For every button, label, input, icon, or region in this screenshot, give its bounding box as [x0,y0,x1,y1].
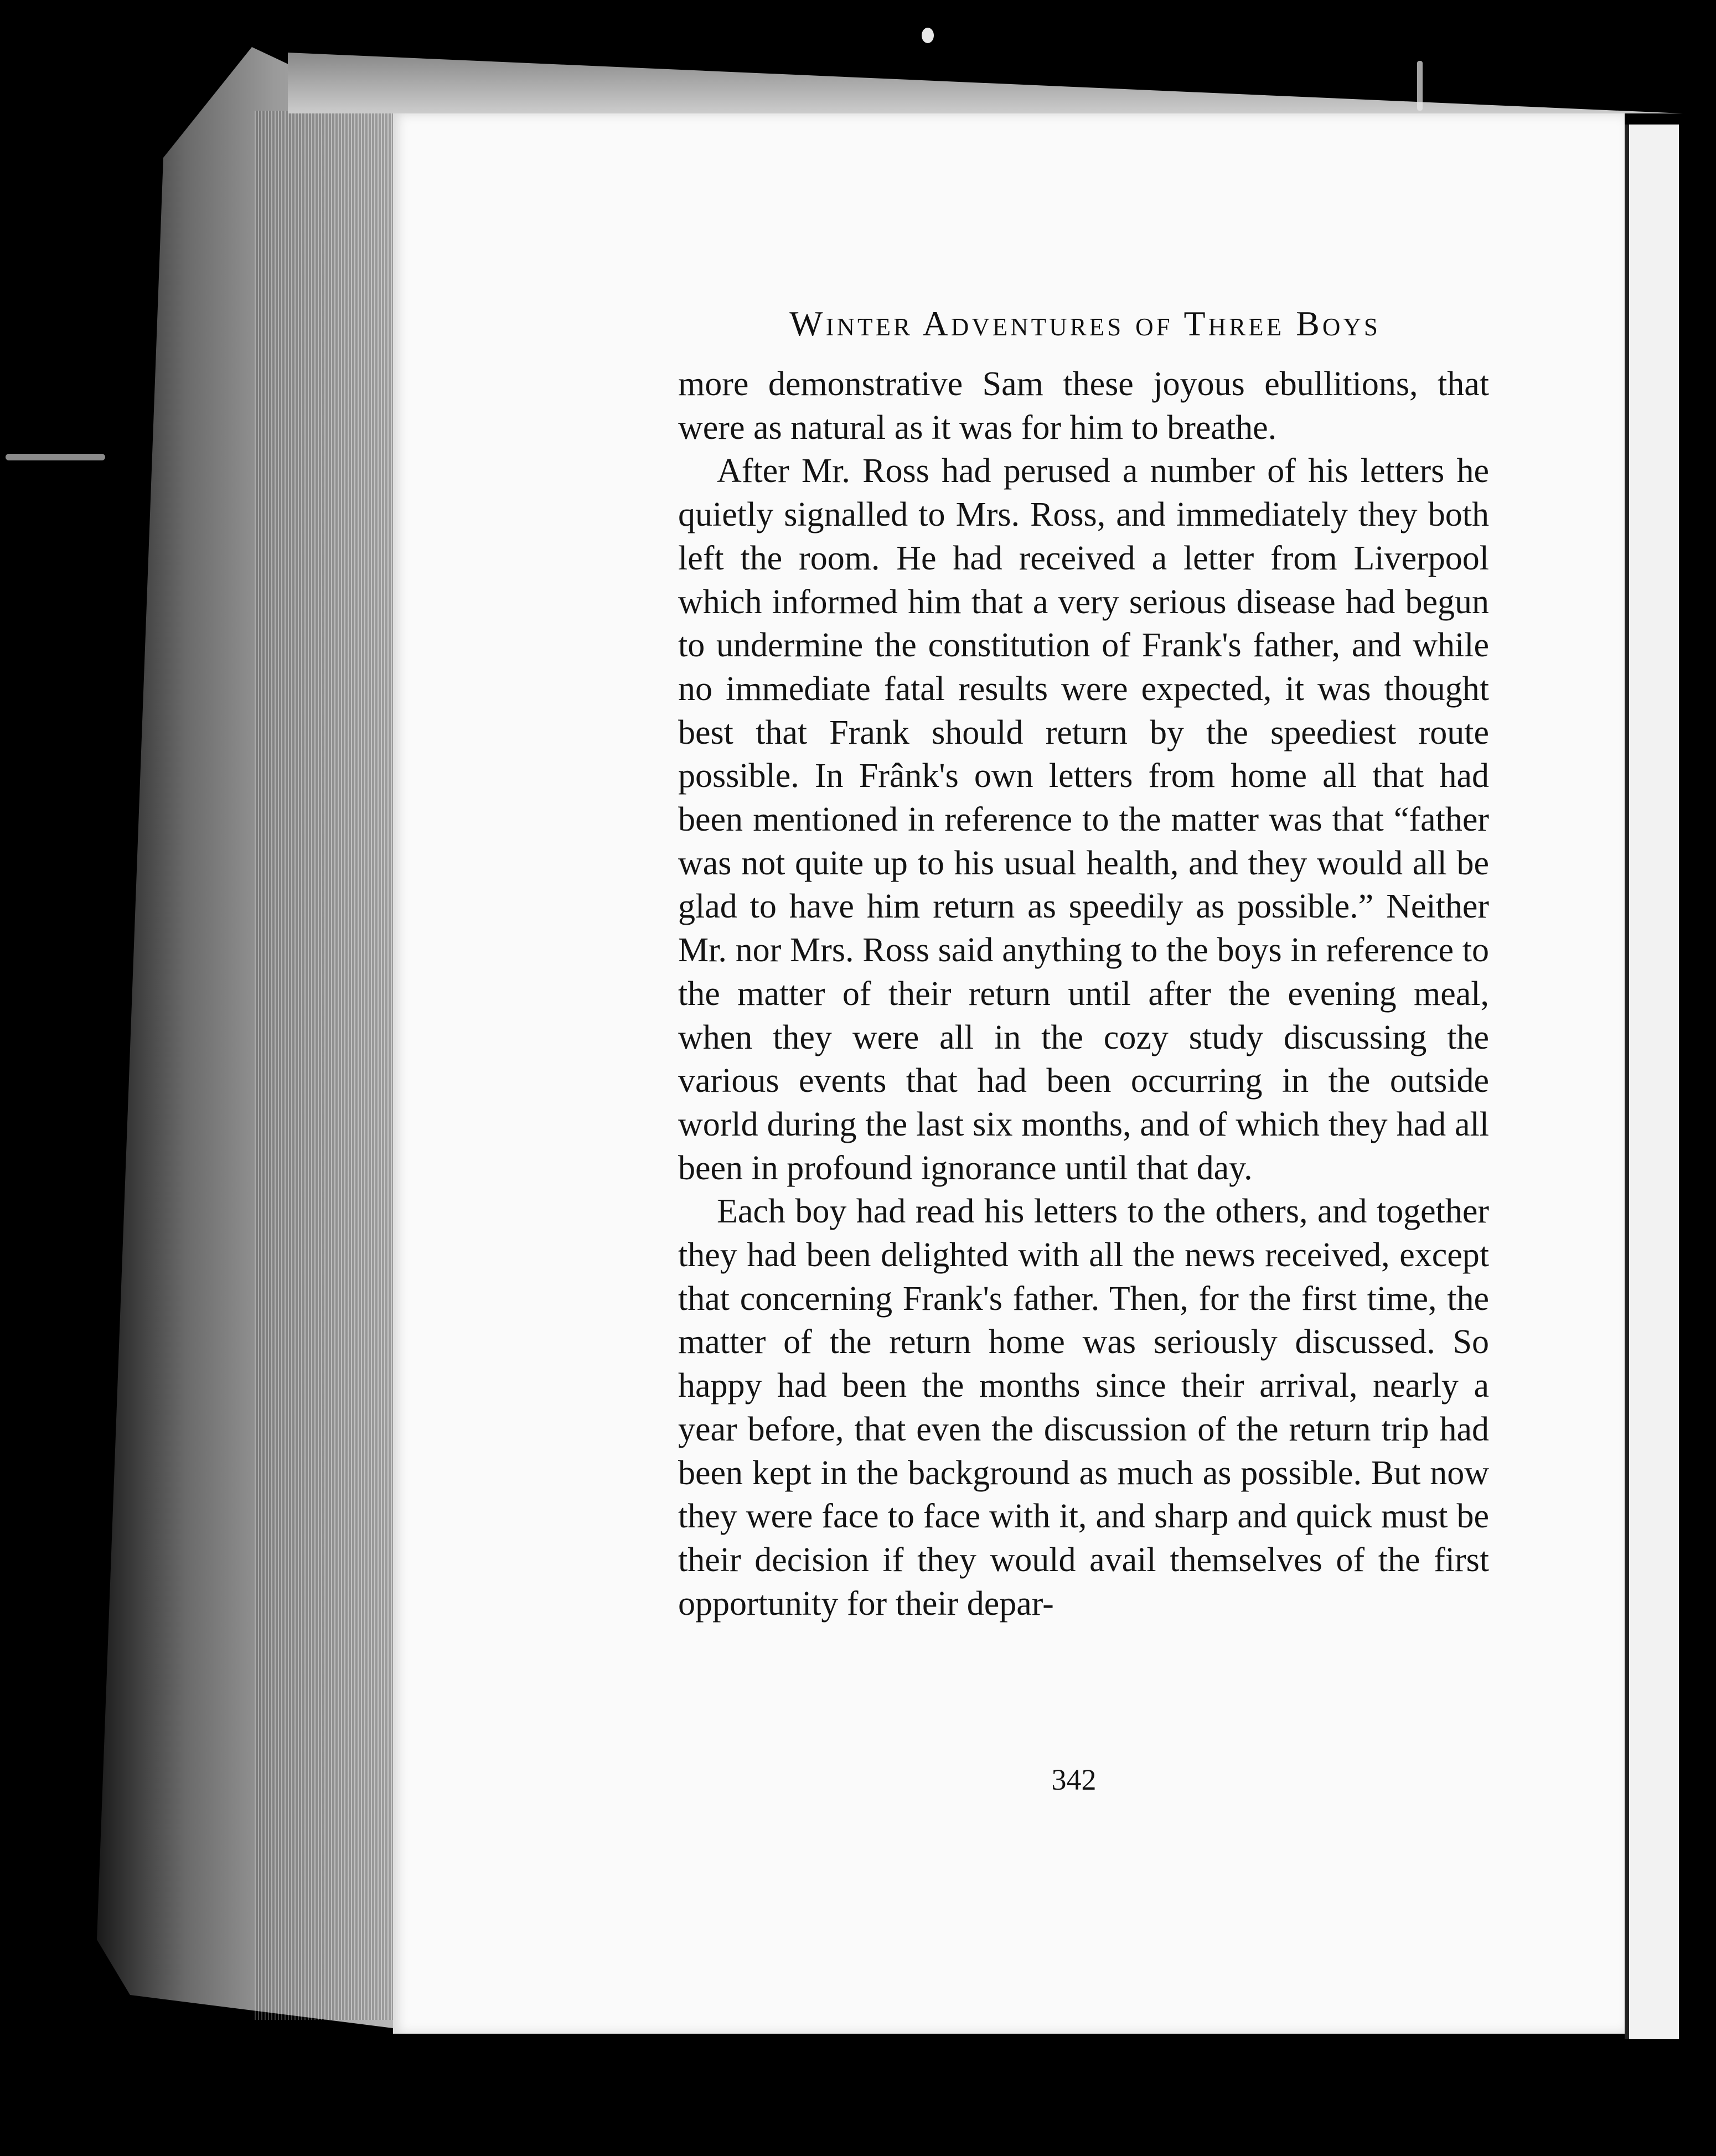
running-head: Winter Adventures of Three Boys [789,304,1381,343]
page-body [678,362,1489,1625]
facing-page-edge [1625,125,1679,2039]
paragraph: Each boy had read his letters to the others, and together they had been delighted with all the news received, except that concerning Frank's father. Then, for the first time, the matter of the return home was seriously discussed. So happy had been the months since their arrival, nearly a year before, that even the discussion of the return trip had been kept in the background as much as possible. But now they were face to face with it, and sharp and quick must be their decision if they would avail themselves of the first opportunity for their depar- [678,1193,1489,1623]
top-page-edge [288,53,1683,113]
paragraph-continuation: more demonstrative Sam these joyous ebullitions, that were as natural as it was for him to breathe. [678,365,1489,447]
page-edge-lines [255,111,393,2020]
dust-speck [6,454,105,460]
page-number: 342 [1051,1763,1097,1796]
paragraph: After Mr. Ross had perused a number of his letters he quietly signalled to Mrs. Ross, and immediately they both left the room. He had received a letter from Liverpool which informed him that a very serious disease had begun to undermine the constitution of Frank's father, and while no immediate fatal results were expected, it was thought best that Frank should return by the speediest route possible. In Frânk's own letters from home all that had been mentioned in reference to the matter was that “father was not quite up to his usual health, and they would all be glad to have him return as speedily as possible.” Neither Mr. nor Mrs. Ross said anything to the boys in reference to the matter of their return until after the evening meal, when they were all in the cozy study discussing the various events that had been occurring in the outside world during the last six months, and of which they had all been in profound ignorance until that day. [678,452,1489,1187]
dust-speck [922,28,934,43]
dust-speck [1417,61,1423,111]
